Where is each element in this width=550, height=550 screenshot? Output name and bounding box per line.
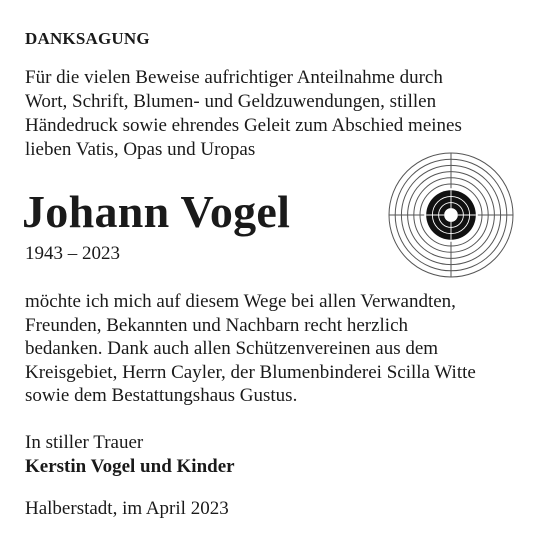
deceased-years: 1943 – 2023: [25, 243, 120, 264]
intro-text: [25, 66, 525, 162]
notice-heading: DANKSAGUNG: [25, 29, 150, 48]
thanks-text: [25, 290, 530, 408]
shooting-target-icon: [388, 152, 514, 278]
thanks-line: sowie dem Bestattungshaus Gustus.: [25, 385, 298, 406]
thanks-line: Freunden, Bekannten und Nachbarn recht herzlich: [25, 314, 409, 336]
intro-line: Wort, Schrift, Blumen- und Geldzuwendungen, stillen: [25, 91, 437, 112]
target-center: [444, 208, 458, 222]
intro-line: lieben Vatis, Opas und Uropas: [25, 139, 256, 160]
place-and-date: Halberstadt, im April 2023: [25, 498, 229, 519]
thanks-line: Kreisgebiet, Herrn Cayler, der Blumenbinderei Scilla Witte: [25, 361, 476, 383]
intro-line: Händedruck sowie ehrendes Geleit zum Abschied meines: [25, 115, 462, 136]
deceased-name: Johann Vogel: [22, 186, 291, 237]
mourning-signers: Kerstin Vogel und Kinder: [25, 456, 235, 477]
mourning-label: In stiller Trauer: [25, 432, 144, 453]
mourning-block: [25, 431, 235, 479]
intro-line: Für die vielen Beweise aufrichtiger Anteilnahme durch: [25, 67, 443, 88]
thanks-line: bedanken. Dank auch allen Schützenvereinen aus dem: [25, 338, 439, 359]
thanks-line: möchte ich mich auf diesem Wege bei allen Verwandten,: [25, 291, 456, 312]
